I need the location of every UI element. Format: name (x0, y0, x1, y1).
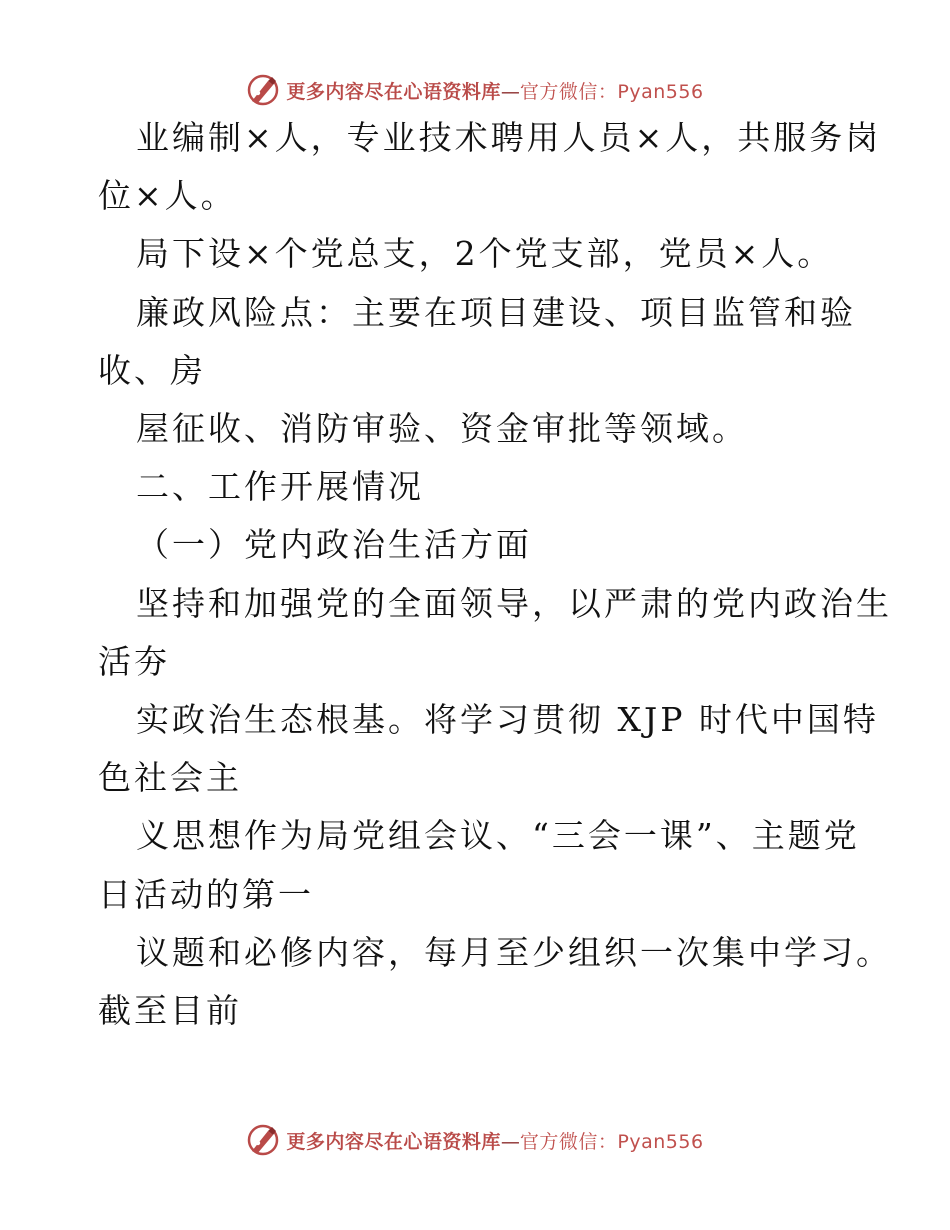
footer-banner-brand: 更多内容尽在心语资料库 (286, 1130, 501, 1153)
paragraph-line: 日活动的第一 (98, 874, 314, 914)
paragraph-line: 义思想作为局党组会议、“三会一课”、主题党 (136, 816, 860, 856)
paragraph-line: 议题和必修内容，每月至少组织一次集中学习。 (136, 932, 892, 972)
paragraph-line: 活夯 (98, 641, 170, 681)
paragraph-line: 位×人。 (98, 176, 237, 216)
header-banner-inner (246, 73, 703, 107)
pen-logo-icon (246, 73, 280, 107)
pen-logo-icon (246, 1123, 280, 1157)
paragraph-line: （一）党内政治生活方面 (136, 525, 532, 565)
paragraph-line: 截至目前 (98, 991, 242, 1030)
paragraph-line: 二、工作开展情况 (136, 467, 424, 507)
footer-banner (0, 1120, 950, 1160)
paragraph-line: 收、房 (98, 350, 206, 390)
paragraph-line: 坚持和加强党的全面领导，以严肃的党内政治生 (136, 583, 892, 623)
footer-banner-separator: — (500, 1130, 520, 1153)
footer-banner-official: 官方微信：Pyan556 (519, 1130, 704, 1153)
paragraph-line: 屋征收、消防审验、资金审批等领域。 (136, 409, 748, 448)
paragraph-line: 色社会主 (98, 758, 242, 798)
header-banner-brand: 更多内容尽在心语资料库 (286, 80, 501, 103)
header-banner (0, 70, 950, 110)
paragraph-line: 实政治生态根基。将学习贯彻 XJP 时代中国特 (136, 700, 879, 739)
paragraph-line: 业编制×人，专业技术聘用人员×人，共服务岗 (136, 118, 882, 157)
header-banner-separator: — (500, 80, 520, 103)
footer-banner-inner (246, 1123, 703, 1157)
header-banner-official: 官方微信：Pyan556 (519, 80, 704, 103)
paragraph-line: 局下设×个党总支，2个党支部，党员×人。 (136, 234, 834, 274)
header-banner-text (286, 77, 703, 104)
paragraph-line: 廉政风险点：主要在项目建设、项目监管和验 (136, 292, 856, 332)
footer-banner-text (286, 1127, 703, 1154)
